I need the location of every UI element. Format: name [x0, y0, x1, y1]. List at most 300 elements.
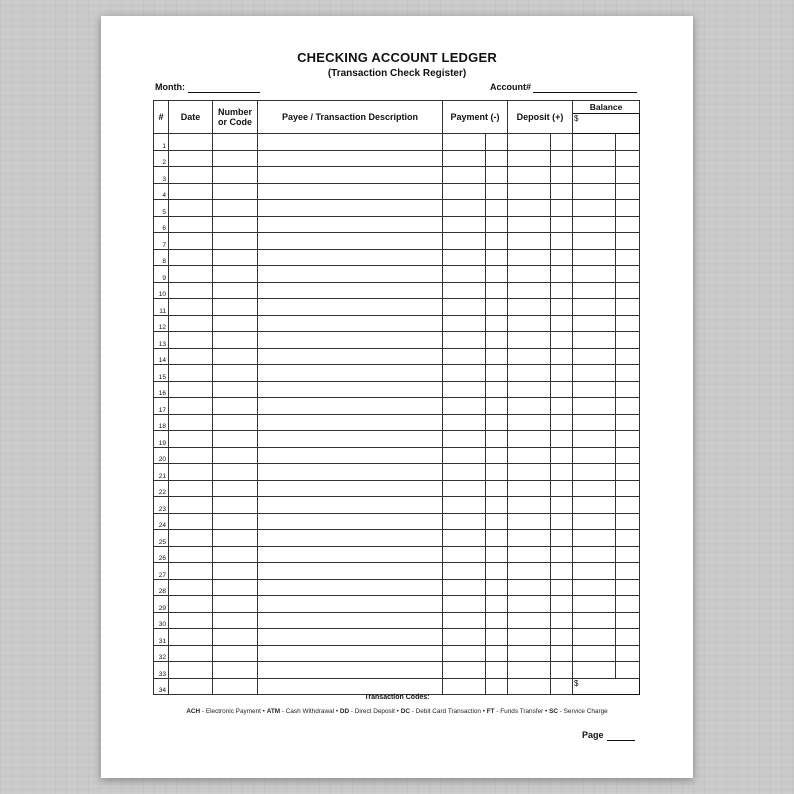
date-cell[interactable] — [169, 299, 213, 316]
code-cell[interactable] — [213, 183, 258, 200]
payment-dollars-cell[interactable] — [443, 662, 486, 679]
payment-dollars-cell[interactable] — [443, 530, 486, 547]
payment-cents-cell[interactable] — [486, 629, 508, 646]
code-cell[interactable] — [213, 447, 258, 464]
payment-dollars-cell[interactable] — [443, 480, 486, 497]
payee-cell[interactable] — [258, 282, 443, 299]
deposit-dollars-cell[interactable] — [508, 497, 551, 514]
balance-cents-cell[interactable] — [616, 134, 640, 151]
date-cell[interactable] — [169, 150, 213, 167]
date-cell[interactable] — [169, 612, 213, 629]
deposit-cents-cell[interactable] — [551, 678, 573, 695]
payee-cell[interactable] — [258, 398, 443, 415]
payment-dollars-cell[interactable] — [443, 431, 486, 448]
payee-cell[interactable] — [258, 266, 443, 283]
date-cell[interactable] — [169, 315, 213, 332]
deposit-dollars-cell[interactable] — [508, 365, 551, 382]
deposit-dollars-cell[interactable] — [508, 381, 551, 398]
date-cell[interactable] — [169, 249, 213, 266]
payment-cents-cell[interactable] — [486, 348, 508, 365]
deposit-cents-cell[interactable] — [551, 513, 573, 530]
date-cell[interactable] — [169, 183, 213, 200]
deposit-dollars-cell[interactable] — [508, 645, 551, 662]
balance-dollars-cell[interactable] — [573, 480, 616, 497]
deposit-dollars-cell[interactable] — [508, 464, 551, 481]
balance-cents-cell[interactable] — [616, 381, 640, 398]
balance-cents-cell[interactable] — [616, 183, 640, 200]
page-number-field[interactable] — [607, 740, 635, 741]
payment-dollars-cell[interactable] — [443, 612, 486, 629]
deposit-dollars-cell[interactable] — [508, 134, 551, 151]
deposit-cents-cell[interactable] — [551, 480, 573, 497]
date-cell[interactable] — [169, 563, 213, 580]
code-cell[interactable] — [213, 266, 258, 283]
balance-cents-cell[interactable] — [616, 233, 640, 250]
payee-cell[interactable] — [258, 645, 443, 662]
deposit-cents-cell[interactable] — [551, 645, 573, 662]
balance-dollars-cell[interactable] — [573, 134, 616, 151]
balance-cents-cell[interactable] — [616, 546, 640, 563]
code-cell[interactable] — [213, 414, 258, 431]
payment-dollars-cell[interactable] — [443, 579, 486, 596]
payment-dollars-cell[interactable] — [443, 249, 486, 266]
balance-cents-cell[interactable] — [616, 497, 640, 514]
date-cell[interactable] — [169, 497, 213, 514]
deposit-dollars-cell[interactable] — [508, 431, 551, 448]
date-cell[interactable] — [169, 233, 213, 250]
deposit-cents-cell[interactable] — [551, 381, 573, 398]
balance-cents-cell[interactable] — [616, 266, 640, 283]
payee-cell[interactable] — [258, 513, 443, 530]
payment-cents-cell[interactable] — [486, 645, 508, 662]
date-cell[interactable] — [169, 596, 213, 613]
balance-dollars-cell[interactable] — [573, 233, 616, 250]
balance-end-cell[interactable]: $ — [573, 678, 640, 695]
payment-cents-cell[interactable] — [486, 447, 508, 464]
payee-cell[interactable] — [258, 678, 443, 695]
code-cell[interactable] — [213, 332, 258, 349]
deposit-dollars-cell[interactable] — [508, 282, 551, 299]
date-cell[interactable] — [169, 167, 213, 184]
payment-cents-cell[interactable] — [486, 431, 508, 448]
payment-dollars-cell[interactable] — [443, 513, 486, 530]
deposit-dollars-cell[interactable] — [508, 299, 551, 316]
code-cell[interactable] — [213, 398, 258, 415]
deposit-cents-cell[interactable] — [551, 266, 573, 283]
payee-cell[interactable] — [258, 381, 443, 398]
payment-dollars-cell[interactable] — [443, 546, 486, 563]
payment-cents-cell[interactable] — [486, 381, 508, 398]
balance-dollars-cell[interactable] — [573, 645, 616, 662]
payment-dollars-cell[interactable] — [443, 447, 486, 464]
balance-dollars-cell[interactable] — [573, 167, 616, 184]
payment-dollars-cell[interactable] — [443, 678, 486, 695]
balance-cents-cell[interactable] — [616, 662, 640, 679]
balance-cents-cell[interactable] — [616, 513, 640, 530]
code-cell[interactable] — [213, 348, 258, 365]
code-cell[interactable] — [213, 678, 258, 695]
deposit-cents-cell[interactable] — [551, 150, 573, 167]
date-cell[interactable] — [169, 579, 213, 596]
date-cell[interactable] — [169, 678, 213, 695]
payee-cell[interactable] — [258, 200, 443, 217]
balance-cents-cell[interactable] — [616, 200, 640, 217]
date-cell[interactable] — [169, 629, 213, 646]
balance-cents-cell[interactable] — [616, 629, 640, 646]
deposit-cents-cell[interactable] — [551, 348, 573, 365]
balance-dollars-cell[interactable] — [573, 348, 616, 365]
date-cell[interactable] — [169, 513, 213, 530]
code-cell[interactable] — [213, 233, 258, 250]
payment-cents-cell[interactable] — [486, 480, 508, 497]
deposit-cents-cell[interactable] — [551, 464, 573, 481]
date-cell[interactable] — [169, 431, 213, 448]
balance-dollars-cell[interactable] — [573, 216, 616, 233]
payment-cents-cell[interactable] — [486, 398, 508, 415]
deposit-cents-cell[interactable] — [551, 315, 573, 332]
payment-dollars-cell[interactable] — [443, 266, 486, 283]
payment-dollars-cell[interactable] — [443, 629, 486, 646]
code-cell[interactable] — [213, 546, 258, 563]
payment-dollars-cell[interactable] — [443, 645, 486, 662]
balance-dollars-cell[interactable] — [573, 365, 616, 382]
deposit-dollars-cell[interactable] — [508, 563, 551, 580]
balance-cents-cell[interactable] — [616, 398, 640, 415]
payment-cents-cell[interactable] — [486, 596, 508, 613]
deposit-dollars-cell[interactable] — [508, 200, 551, 217]
balance-cents-cell[interactable] — [616, 348, 640, 365]
balance-dollars-cell[interactable] — [573, 282, 616, 299]
balance-dollars-cell[interactable] — [573, 513, 616, 530]
balance-cents-cell[interactable] — [616, 315, 640, 332]
balance-cents-cell[interactable] — [616, 645, 640, 662]
date-cell[interactable] — [169, 662, 213, 679]
code-cell[interactable] — [213, 431, 258, 448]
date-cell[interactable] — [169, 546, 213, 563]
payee-cell[interactable] — [258, 612, 443, 629]
payment-dollars-cell[interactable] — [443, 200, 486, 217]
code-cell[interactable] — [213, 662, 258, 679]
payment-cents-cell[interactable] — [486, 216, 508, 233]
balance-cents-cell[interactable] — [616, 464, 640, 481]
payee-cell[interactable] — [258, 447, 443, 464]
deposit-dollars-cell[interactable] — [508, 530, 551, 547]
balance-dollars-cell[interactable] — [573, 315, 616, 332]
payment-dollars-cell[interactable] — [443, 596, 486, 613]
balance-dollars-cell[interactable] — [573, 612, 616, 629]
payment-cents-cell[interactable] — [486, 200, 508, 217]
payee-cell[interactable] — [258, 233, 443, 250]
deposit-cents-cell[interactable] — [551, 563, 573, 580]
date-cell[interactable] — [169, 216, 213, 233]
payment-dollars-cell[interactable] — [443, 282, 486, 299]
date-cell[interactable] — [169, 365, 213, 382]
code-cell[interactable] — [213, 563, 258, 580]
payment-dollars-cell[interactable] — [443, 497, 486, 514]
balance-dollars-cell[interactable] — [573, 398, 616, 415]
deposit-dollars-cell[interactable] — [508, 398, 551, 415]
payment-cents-cell[interactable] — [486, 315, 508, 332]
deposit-dollars-cell[interactable] — [508, 447, 551, 464]
payment-cents-cell[interactable] — [486, 282, 508, 299]
deposit-dollars-cell[interactable] — [508, 249, 551, 266]
balance-dollars-cell[interactable] — [573, 546, 616, 563]
date-cell[interactable] — [169, 530, 213, 547]
payee-cell[interactable] — [258, 629, 443, 646]
deposit-cents-cell[interactable] — [551, 233, 573, 250]
balance-dollars-cell[interactable] — [573, 200, 616, 217]
balance-cents-cell[interactable] — [616, 579, 640, 596]
deposit-dollars-cell[interactable] — [508, 480, 551, 497]
date-cell[interactable] — [169, 282, 213, 299]
payee-cell[interactable] — [258, 348, 443, 365]
balance-dollars-cell[interactable] — [573, 447, 616, 464]
payment-cents-cell[interactable] — [486, 233, 508, 250]
balance-dollars-cell[interactable] — [573, 266, 616, 283]
deposit-dollars-cell[interactable] — [508, 348, 551, 365]
payment-cents-cell[interactable] — [486, 563, 508, 580]
deposit-dollars-cell[interactable] — [508, 596, 551, 613]
balance-dollars-cell[interactable] — [573, 464, 616, 481]
balance-cents-cell[interactable] — [616, 216, 640, 233]
deposit-dollars-cell[interactable] — [508, 629, 551, 646]
payment-dollars-cell[interactable] — [443, 315, 486, 332]
payment-cents-cell[interactable] — [486, 365, 508, 382]
deposit-cents-cell[interactable] — [551, 546, 573, 563]
deposit-dollars-cell[interactable] — [508, 233, 551, 250]
payment-dollars-cell[interactable] — [443, 167, 486, 184]
balance-cents-cell[interactable] — [616, 596, 640, 613]
code-cell[interactable] — [213, 249, 258, 266]
code-cell[interactable] — [213, 645, 258, 662]
payment-dollars-cell[interactable] — [443, 348, 486, 365]
payee-cell[interactable] — [258, 431, 443, 448]
deposit-cents-cell[interactable] — [551, 662, 573, 679]
deposit-dollars-cell[interactable] — [508, 183, 551, 200]
payment-cents-cell[interactable] — [486, 579, 508, 596]
payee-cell[interactable] — [258, 332, 443, 349]
code-cell[interactable] — [213, 629, 258, 646]
payment-dollars-cell[interactable] — [443, 134, 486, 151]
balance-dollars-cell[interactable] — [573, 579, 616, 596]
code-cell[interactable] — [213, 513, 258, 530]
deposit-cents-cell[interactable] — [551, 249, 573, 266]
code-cell[interactable] — [213, 299, 258, 316]
deposit-cents-cell[interactable] — [551, 299, 573, 316]
payment-cents-cell[interactable] — [486, 332, 508, 349]
payment-cents-cell[interactable] — [486, 266, 508, 283]
deposit-dollars-cell[interactable] — [508, 167, 551, 184]
deposit-cents-cell[interactable] — [551, 398, 573, 415]
balance-cents-cell[interactable] — [616, 612, 640, 629]
payment-cents-cell[interactable] — [486, 414, 508, 431]
account-field[interactable] — [533, 92, 637, 93]
deposit-cents-cell[interactable] — [551, 365, 573, 382]
date-cell[interactable] — [169, 480, 213, 497]
date-cell[interactable] — [169, 381, 213, 398]
deposit-dollars-cell[interactable] — [508, 150, 551, 167]
balance-dollars-cell[interactable] — [573, 150, 616, 167]
date-cell[interactable] — [169, 464, 213, 481]
code-cell[interactable] — [213, 612, 258, 629]
payment-dollars-cell[interactable] — [443, 183, 486, 200]
payment-dollars-cell[interactable] — [443, 150, 486, 167]
payment-cents-cell[interactable] — [486, 167, 508, 184]
balance-cents-cell[interactable] — [616, 563, 640, 580]
payee-cell[interactable] — [258, 365, 443, 382]
balance-cents-cell[interactable] — [616, 249, 640, 266]
payee-cell[interactable] — [258, 497, 443, 514]
payment-dollars-cell[interactable] — [443, 365, 486, 382]
payment-cents-cell[interactable] — [486, 513, 508, 530]
payment-dollars-cell[interactable] — [443, 398, 486, 415]
date-cell[interactable] — [169, 332, 213, 349]
deposit-cents-cell[interactable] — [551, 414, 573, 431]
code-cell[interactable] — [213, 167, 258, 184]
date-cell[interactable] — [169, 447, 213, 464]
payee-cell[interactable] — [258, 216, 443, 233]
deposit-cents-cell[interactable] — [551, 134, 573, 151]
balance-dollars-cell[interactable] — [573, 414, 616, 431]
code-cell[interactable] — [213, 464, 258, 481]
date-cell[interactable] — [169, 134, 213, 151]
deposit-dollars-cell[interactable] — [508, 315, 551, 332]
code-cell[interactable] — [213, 315, 258, 332]
deposit-cents-cell[interactable] — [551, 497, 573, 514]
date-cell[interactable] — [169, 414, 213, 431]
deposit-cents-cell[interactable] — [551, 167, 573, 184]
deposit-cents-cell[interactable] — [551, 200, 573, 217]
payment-cents-cell[interactable] — [486, 678, 508, 695]
payment-cents-cell[interactable] — [486, 299, 508, 316]
balance-cents-cell[interactable] — [616, 365, 640, 382]
payee-cell[interactable] — [258, 249, 443, 266]
deposit-cents-cell[interactable] — [551, 530, 573, 547]
code-cell[interactable] — [213, 150, 258, 167]
payment-cents-cell[interactable] — [486, 134, 508, 151]
balance-dollars-cell[interactable] — [573, 299, 616, 316]
payee-cell[interactable] — [258, 662, 443, 679]
payment-dollars-cell[interactable] — [443, 381, 486, 398]
balance-dollars-cell[interactable] — [573, 332, 616, 349]
code-cell[interactable] — [213, 381, 258, 398]
payee-cell[interactable] — [258, 134, 443, 151]
payment-cents-cell[interactable] — [486, 530, 508, 547]
payment-cents-cell[interactable] — [486, 612, 508, 629]
deposit-dollars-cell[interactable] — [508, 612, 551, 629]
balance-cents-cell[interactable] — [616, 282, 640, 299]
deposit-dollars-cell[interactable] — [508, 216, 551, 233]
payee-cell[interactable] — [258, 596, 443, 613]
balance-dollars-cell[interactable] — [573, 563, 616, 580]
deposit-cents-cell[interactable] — [551, 612, 573, 629]
payment-dollars-cell[interactable] — [443, 332, 486, 349]
payee-cell[interactable] — [258, 167, 443, 184]
code-cell[interactable] — [213, 134, 258, 151]
payee-cell[interactable] — [258, 530, 443, 547]
deposit-cents-cell[interactable] — [551, 216, 573, 233]
balance-cents-cell[interactable] — [616, 150, 640, 167]
payment-dollars-cell[interactable] — [443, 233, 486, 250]
deposit-cents-cell[interactable] — [551, 282, 573, 299]
payee-cell[interactable] — [258, 299, 443, 316]
payee-cell[interactable] — [258, 563, 443, 580]
date-cell[interactable] — [169, 266, 213, 283]
balance-cents-cell[interactable] — [616, 447, 640, 464]
deposit-cents-cell[interactable] — [551, 579, 573, 596]
code-cell[interactable] — [213, 282, 258, 299]
code-cell[interactable] — [213, 200, 258, 217]
balance-dollars-cell[interactable] — [573, 249, 616, 266]
balance-start-cell[interactable]: $ — [573, 114, 640, 134]
date-cell[interactable] — [169, 645, 213, 662]
deposit-dollars-cell[interactable] — [508, 332, 551, 349]
balance-cents-cell[interactable] — [616, 431, 640, 448]
payee-cell[interactable] — [258, 480, 443, 497]
code-cell[interactable] — [213, 480, 258, 497]
payment-dollars-cell[interactable] — [443, 299, 486, 316]
deposit-dollars-cell[interactable] — [508, 662, 551, 679]
deposit-cents-cell[interactable] — [551, 183, 573, 200]
payment-dollars-cell[interactable] — [443, 414, 486, 431]
code-cell[interactable] — [213, 365, 258, 382]
balance-dollars-cell[interactable] — [573, 662, 616, 679]
deposit-cents-cell[interactable] — [551, 629, 573, 646]
deposit-cents-cell[interactable] — [551, 431, 573, 448]
deposit-dollars-cell[interactable] — [508, 513, 551, 530]
payee-cell[interactable] — [258, 183, 443, 200]
payment-dollars-cell[interactable] — [443, 464, 486, 481]
balance-dollars-cell[interactable] — [573, 183, 616, 200]
payee-cell[interactable] — [258, 464, 443, 481]
balance-dollars-cell[interactable] — [573, 497, 616, 514]
balance-cents-cell[interactable] — [616, 530, 640, 547]
code-cell[interactable] — [213, 579, 258, 596]
deposit-dollars-cell[interactable] — [508, 678, 551, 695]
balance-cents-cell[interactable] — [616, 480, 640, 497]
deposit-dollars-cell[interactable] — [508, 414, 551, 431]
payee-cell[interactable] — [258, 579, 443, 596]
month-field[interactable] — [188, 92, 260, 93]
deposit-cents-cell[interactable] — [551, 596, 573, 613]
payment-cents-cell[interactable] — [486, 249, 508, 266]
payee-cell[interactable] — [258, 315, 443, 332]
balance-dollars-cell[interactable] — [573, 431, 616, 448]
payee-cell[interactable] — [258, 414, 443, 431]
code-cell[interactable] — [213, 530, 258, 547]
balance-dollars-cell[interactable] — [573, 381, 616, 398]
payment-cents-cell[interactable] — [486, 546, 508, 563]
payment-dollars-cell[interactable] — [443, 563, 486, 580]
payment-cents-cell[interactable] — [486, 150, 508, 167]
payee-cell[interactable] — [258, 546, 443, 563]
payment-cents-cell[interactable] — [486, 497, 508, 514]
payment-cents-cell[interactable] — [486, 464, 508, 481]
code-cell[interactable] — [213, 497, 258, 514]
balance-cents-cell[interactable] — [616, 167, 640, 184]
balance-dollars-cell[interactable] — [573, 596, 616, 613]
payee-cell[interactable] — [258, 150, 443, 167]
payment-cents-cell[interactable] — [486, 183, 508, 200]
deposit-cents-cell[interactable] — [551, 447, 573, 464]
deposit-cents-cell[interactable] — [551, 332, 573, 349]
date-cell[interactable] — [169, 348, 213, 365]
code-cell[interactable] — [213, 216, 258, 233]
code-cell[interactable] — [213, 596, 258, 613]
deposit-dollars-cell[interactable] — [508, 579, 551, 596]
deposit-dollars-cell[interactable] — [508, 266, 551, 283]
date-cell[interactable] — [169, 200, 213, 217]
